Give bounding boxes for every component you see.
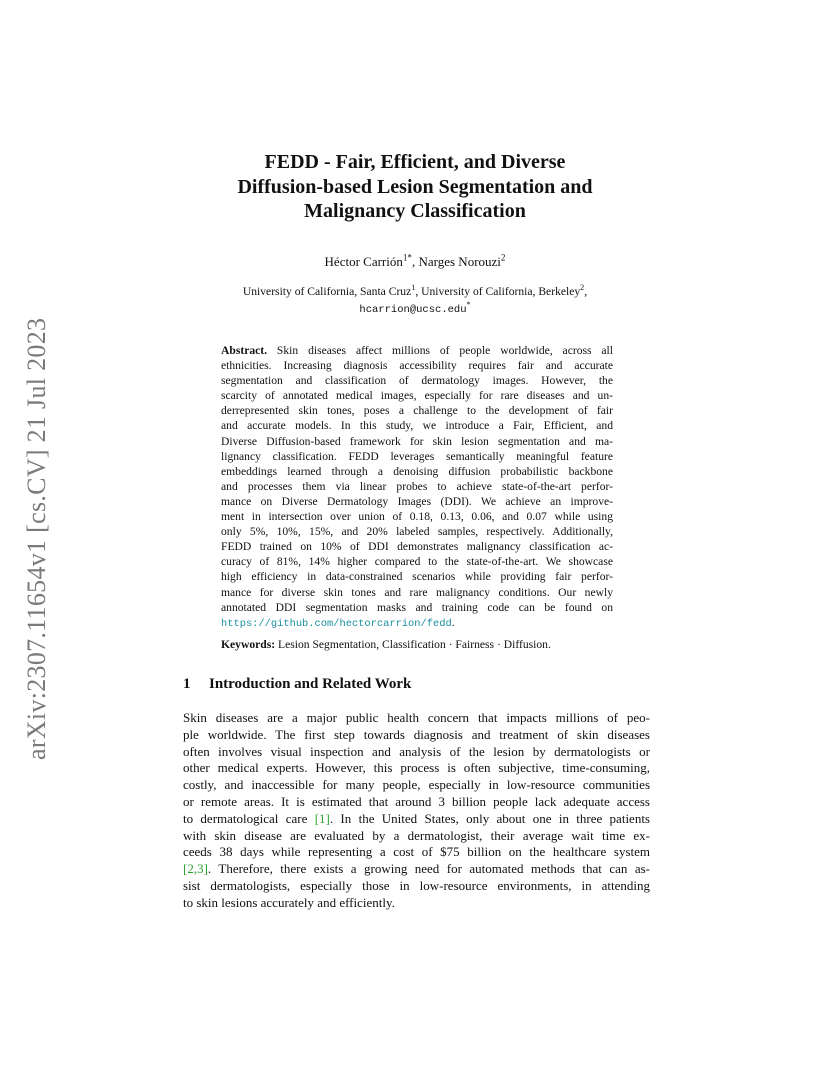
abstract-line: mance for diverse skin tones and rare malignancy conditions. Our newly (221, 585, 613, 599)
arxiv-side-stamp: arXiv:2307.11654v1 [cs.CV] 21 Jul 2023 (22, 317, 51, 760)
abstract-line: scarcity of annotated medical images, especially for rare diseases and un- (221, 389, 613, 403)
abstract (221, 343, 613, 632)
body-text-fragment: to dermatological care (183, 810, 315, 826)
body-line: to skin lesions accurately and efficiently. (183, 894, 395, 910)
affiliation-name: , University of California, Berkeley (415, 285, 581, 298)
body-line: with skin disease are evaluated by a dermatologist, their average wait time ex- (183, 827, 650, 843)
body-line: or remote areas. It is estimated that around 3 billion people lack adequate access (183, 793, 650, 809)
affiliation-name: University of California, Santa Cruz (242, 285, 412, 298)
abstract-line: and processes them via linear probes to achieve state-of-the-art perfor- (221, 479, 613, 493)
author-list (150, 254, 680, 270)
author-separator: , (411, 254, 419, 269)
body-line: costly, and inaccessible for many people, especially in low-resource communities (183, 777, 650, 793)
abstract-line: embeddings learned through a denoising diffusion probabilistic backbone (221, 464, 613, 478)
section-number: 1 (183, 676, 191, 692)
abstract-punct: . (451, 615, 455, 629)
author-superscript: 1* (402, 252, 412, 263)
citation-link[interactable]: [1] (314, 810, 330, 826)
body-line: sist dermatologists, especially those in low-resource environments, in attending (183, 877, 650, 893)
body-line (183, 811, 650, 828)
author-email[interactable]: hcarrion@ucsc.edu (359, 304, 467, 316)
citation-link[interactable]: [2,3] (183, 861, 208, 877)
affiliation-superscript: 2 (580, 283, 585, 293)
abstract-line: lignancy classification. FEDD leverages semantically meaningful feature (221, 449, 613, 463)
body-line: Skin diseases are a major public health concern that impacts millions of peo- (183, 710, 650, 725)
email-superscript: * (466, 300, 471, 310)
abstract-line: ethnicities. Increasing diagnosis accessibility requires fair and accurate (221, 359, 613, 373)
affiliation-superscript: 1 (411, 283, 416, 293)
abstract-line: ment in intersection over union of 0.18, 0.13, 0.06, and 0.07 while using (221, 510, 613, 524)
affiliations (150, 283, 680, 319)
abstract-line: and accurate models. In this study, we introduce a Fair, Efficient, and (221, 419, 613, 433)
body-line: ple worldwide. The first step towards diagnosis and treatment of skin diseases (183, 726, 650, 742)
author-superscript: 2 (500, 252, 506, 263)
author-name: Héctor Carrión (324, 254, 403, 269)
introduction-text (183, 710, 650, 912)
abstract-line: Diverse Diffusion-based framework for skin lesion segmentation and ma- (221, 434, 613, 448)
abstract-line: segmentation and classification of dermatology images. However, the (221, 374, 613, 388)
title-line: FEDD - Fair, Efficient, and Diverse (264, 151, 566, 173)
abstract-line (221, 615, 613, 632)
body-line (183, 861, 650, 878)
title-line: Diffusion-based Lesion Segmentation and (237, 175, 593, 198)
body-line: often involves visual inspection and analysis of the lesion by dermatologists or (183, 743, 650, 759)
abstract-line: curacy of 81%, 14% higher compared to the state-of-the-art. We showcase (221, 555, 613, 569)
abstract-line: high efficiency in data-constrained scenarios while providing fair perfor- (221, 570, 613, 584)
abstract-text: Skin diseases affect millions of people worldwide, across all (267, 344, 613, 357)
body-text-fragment: . Therefore, there exists a growing need for automated methods that can as- (207, 861, 650, 877)
body-line: other medical experts. However, this process is often subjective, time-consuming, (183, 760, 650, 776)
title-line: Malignancy Classification (304, 200, 526, 222)
keywords-label: Keywords: (221, 638, 276, 651)
abstract-label: Abstract. (221, 344, 268, 357)
abstract-line: only 5%, 10%, 15%, and 20% labeled samples, respectively. Additionally, (221, 525, 613, 539)
abstract-line: mance on Diverse Dermatology Images (DDI). We achieve an improve- (221, 494, 613, 508)
body-text-fragment: . In the United States, only about one in three patients (329, 810, 650, 826)
keywords-text: Lesion Segmentation, Classification · Fairness · Diffusion. (275, 638, 551, 651)
abstract-line: derrepresented skin tones, poses a challenge to the development of fair (221, 404, 613, 418)
body-line: ceeds 38 days while representing a cost of $75 billion on the healthcare system (183, 844, 650, 860)
abstract-line: FEDD trained on 10% of DDI demonstrates malignancy classification ac- (221, 540, 613, 554)
keywords (221, 638, 613, 651)
code-link[interactable]: https://github.com/hectorcarrion/fedd (221, 617, 452, 630)
section-heading (183, 676, 411, 693)
section-title: Introduction and Related Work (209, 676, 412, 692)
affiliation-punct: , (584, 285, 588, 298)
author-name: Narges Norouzi (418, 254, 501, 269)
abstract-line: annotated DDI segmentation masks and training code can be found on (221, 600, 613, 614)
paper-title (150, 150, 680, 224)
abstract-line (221, 343, 613, 358)
